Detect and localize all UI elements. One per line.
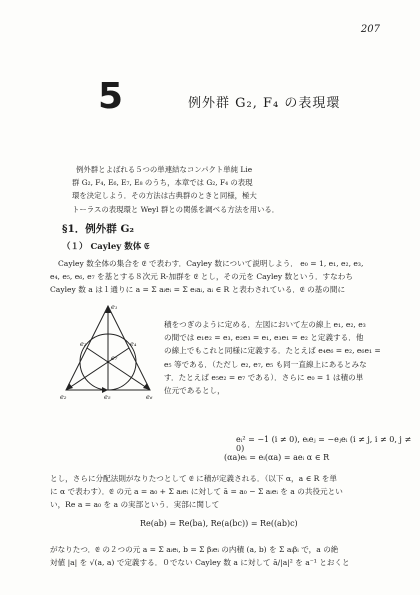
body-line: 積をつぎのように定める．左図において左の線上 e₁, e₂, e₃ [164,320,366,329]
fano-label-e3: e₃ [80,340,87,348]
body-line: す．たとえば e₅e₂ = e₇ である）．さらに e₀ = 1 は積の単 [164,372,364,382]
body-line: の線上でもこれと同様に定義する．たとえば e₄e₆ = e₂, e₆e₁ = [164,346,381,356]
formula-3: Re(ab) = Re(ba), Re(a(bc)) = Re((ab)c) [140,519,298,528]
intro-line: 例外群とよばれる５つの単連結なコンパクト単純 Lie [76,165,253,174]
fano-plane-diagram [58,300,158,400]
fano-label-e7: e₇ [111,354,118,362]
fano-median [66,348,129,390]
fano-label-e2: e₂ [60,393,67,400]
body-line: の間では e₁e₂ = e₃, e₂e₃ = e₁, e₃e₁ = e₂ と定義する．他 [164,333,364,343]
body-line: 対値 |a| を √(a, a) で定義する．０でない Cayley 数 a に対して ā/|a|² を a⁻¹ とおくと [50,558,350,568]
body-line: 位元であるとし， [164,386,225,396]
fano-label-e6: e₆ [146,393,153,400]
page-number: 207 [360,24,380,35]
fano-label-e5: e₅ [104,393,111,400]
body-line: とし，さらに分配法則がなりたつとして 𝔈 に積が定義される．（以下 α，a ∈ R を単 [50,474,337,483]
fano-label-e4: e₄ [130,340,137,348]
body-line: e₅ 等である．（ただし e₂, e₇, e₅ も同一直線上にあるとみな [164,359,367,369]
body-line: e₄, e₅, e₆, e₇ を基とする８次元 R-加群を 𝔈 とし，その元を Cayley 数という．すなわち [50,272,353,282]
intro-line: 環を決定しよう．その方法は古典群のときと同様，極大 [72,191,257,201]
chapter-number: 5 [98,76,123,117]
body-line: い，Re a = a₀ を a の実部という．実部に関して [50,500,220,510]
body-paragraph-2 [50,472,386,512]
body-paragraph-1 [50,257,386,297]
body-line: Cayley 数 a は１通りに a = Σ aᵢeᵢ = Σ eᵢaᵢ, aᵢ ∈ R と表わされている．𝔈 の基の間に [50,285,346,295]
section-heading: §1．例外群 G₂ [62,223,135,235]
body-paragraph-3 [50,543,386,569]
subsection-heading: （１） Cayley 数体 𝔈 [62,242,150,252]
formula-1: eᵢ² = −1 (i ≠ 0), eᵢeⱼ = −eⱼeᵢ (i ≠ j, i ≠ 0, j ≠ 0) [236,435,412,453]
fano-median [87,348,150,390]
body-line: がなりたつ．𝔈 の２つの元 a = Σ aᵢeᵢ, b = Σ βᵢeᵢ の内積 (a, b) を Σ aᵢβᵢ で，a の絶 [50,545,339,554]
body-line: Cayley 数全体の集合を 𝔈 で表わす．Cayley 数について説明しよう． e₀ = 1, e₁, e₂, e₃, [58,259,364,268]
body-line: に α で表わす）．𝔈 の元 a = a₀ + Σ aᵢeᵢ に対して ā = a₀ − Σ aᵢeᵢ を a の共役元とい [50,487,343,497]
chapter-title: 例外群 G₂, F₄ の表現環 [188,96,341,111]
intro-line: 群 G₂, F₄, E₆, E₇, E₈ のうち，本章では G₂, F₄ の表現 [72,178,253,188]
chapter-intro [72,163,392,216]
body-paragraph-right [164,318,392,397]
formula-2: (αa)eᵢ = eᵢ(αa) = aeᵢ α ∈ R [224,453,330,462]
intro-line: トーラスの表現環と Weyl 群との関係を調べる方法を用いる． [72,204,280,214]
fano-label-e1: e₁ [111,303,118,311]
